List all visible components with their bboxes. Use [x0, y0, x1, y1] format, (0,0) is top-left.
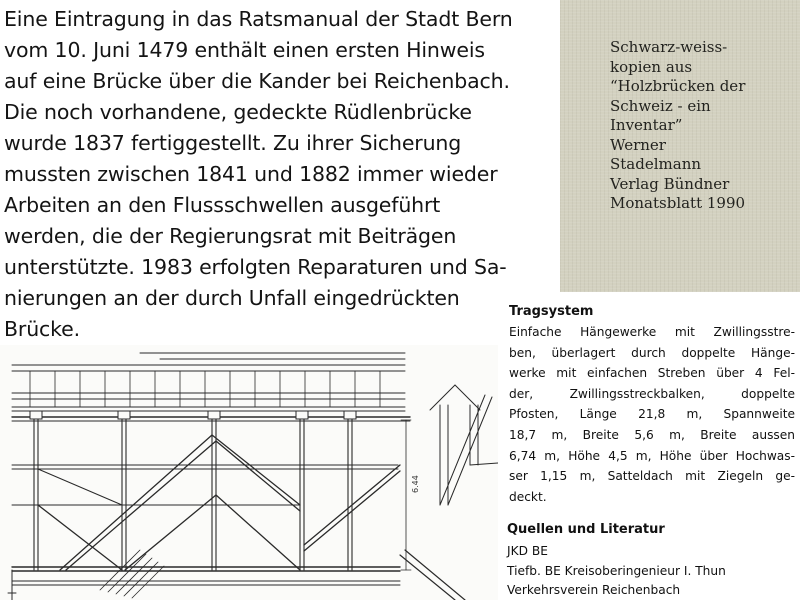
info-panel	[503, 300, 800, 600]
quellen-heading: Quellen und Literatur	[507, 522, 665, 537]
main-text-line: werden, die der Regierungsrat mit Beiträgen	[4, 224, 457, 248]
main-text-line: Die noch vorhandene, gedeckte Rüdlenbrücke	[4, 100, 472, 124]
caption-line: Schweiz - ein	[610, 96, 711, 115]
quellen-item: Verkehrsverein Reichenbach	[507, 583, 681, 597]
main-text-line: vom 10. Juni 1479 enthält einen ersten Hinweis	[4, 38, 485, 62]
caption-line: Schwarz-weiss-	[610, 38, 728, 56]
main-paragraph	[4, 4, 556, 345]
caption-line: Monatsblatt 1990	[610, 194, 746, 212]
tragsystem-line: werke mit einfachen Streben über 4 Fel-	[509, 366, 795, 381]
caption-line: Inventar”	[610, 116, 683, 134]
main-text-line: wurde 1837 fertiggestellt. Zu ihrer Sicherung	[4, 131, 462, 155]
main-text-line: unterstützte. 1983 erfolgten Reparaturen und Sa-	[4, 255, 507, 279]
tragsystem-line: 6,74 m, Höhe 4,5 m, Höhe über Hochwas-	[509, 448, 795, 463]
dimension-label: 6.44	[411, 475, 420, 493]
main-text-line: Arbeiten an den Flussschwellen ausgeführt	[4, 193, 441, 217]
tragsystem-line: Pfosten, Länge 21,8 m, Spannweite	[509, 407, 795, 422]
quellen-list	[507, 542, 726, 601]
caption-box	[560, 0, 800, 292]
main-text-line: Brücke.	[4, 317, 80, 341]
main-text-line: auf eine Brücke über die Kander bei Reichenbach.	[4, 69, 510, 93]
tragsystem-line: der, Zwillingsstreckbalken, doppelte	[509, 386, 795, 401]
tragsystem-line: ben, überlagert durch doppelte Hänge-	[509, 345, 795, 360]
bridge-elevation-drawing	[0, 345, 498, 600]
caption-line: Werner	[610, 135, 666, 154]
caption-line: kopien aus	[610, 57, 693, 76]
tragsystem-line: 18,7 m, Breite 5,6 m, Breite aussen	[509, 427, 795, 442]
caption-line: “Holzbrücken der	[610, 77, 746, 95]
quellen-item: Tiefb. BE Kreisoberingenieur I. Thun	[507, 563, 726, 578]
tragsystem-heading: Tragsystem	[509, 304, 594, 319]
caption-line: Verlag Bündner	[610, 174, 730, 193]
main-text-line: mussten zwischen 1841 und 1882 immer wieder	[4, 162, 498, 186]
caption-line: Stadelmann	[610, 155, 702, 173]
tragsystem-line: deckt.	[509, 489, 547, 504]
quellen-item: JKD BE	[507, 544, 548, 558]
caption-text	[610, 38, 795, 214]
tragsystem-text	[509, 322, 795, 507]
main-text-line: Eine Eintragung in das Ratsmanual der Stadt Bern	[4, 7, 513, 31]
tragsystem-line: ser 1,15 m, Satteldach mit Ziegeln ge-	[509, 469, 795, 484]
tragsystem-line: Einfache Hängewerke mit Zwillingsstre-	[509, 325, 795, 339]
main-text-line: nierungen an der durch Unfall eingedrückten	[4, 286, 460, 310]
